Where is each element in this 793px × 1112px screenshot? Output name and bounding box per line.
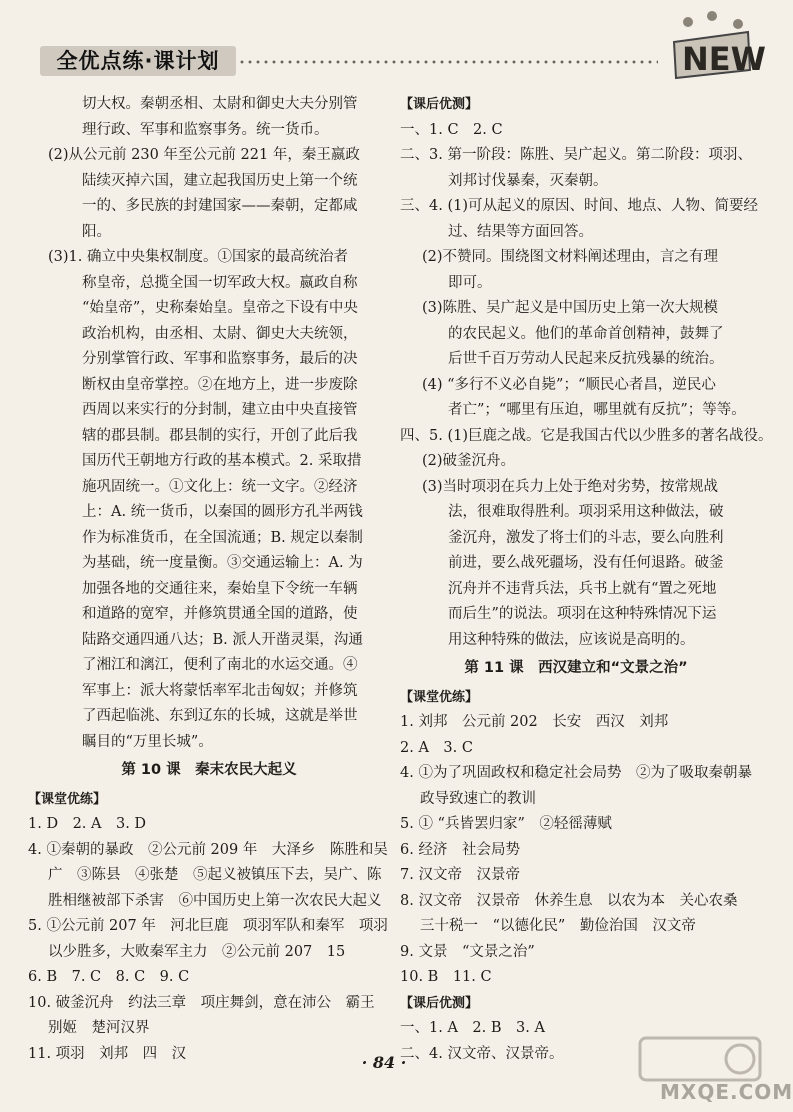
answer-line: 了西起临洮、东到辽东的长城，这就是举世 [82,708,358,724]
answer-line: 上：A. 统一货币，以秦国的圆形方孔半两钱 [82,504,363,520]
answer-line: 8. 汉文帝 汉景帝 休养生息 以农为本 关心农桑 [400,892,738,909]
answer-line: 釜沉舟，激发了将士们的斗志，要么向胜利 [448,529,724,546]
svg-text:NEW: NEW [682,40,766,78]
left-column [28,92,390,1067]
section-heading: 【课堂优练】 [28,791,107,807]
answer-line: 4. ①秦朝的暴政 ②公元前 209 年 大泽乡 陈胜和吴 [28,841,388,858]
answer-line: 法，很难取得胜利。项羽采用这种做法，破 [448,504,724,520]
answer-line: 11. 项羽 刘邦 四 汉 [28,1045,187,1062]
answer-line: 一的、多民族的封建国家——秦朝，定都咸 [82,198,358,214]
section-heading: 【课后优测】 [400,97,479,112]
answer-line: 别姬 楚河汉界 [48,1020,150,1036]
answer-line: 分别掌管行政、军事和监察事务，最后的决 [82,351,358,367]
series-brand: 全优点练·课计划 [40,46,236,76]
answer-line: 施巩固统一。①文化上：统一文字。②经济 [82,478,358,495]
answer-line: 广 ③陈县 ④张楚 ⑤起义被镇压下去，吴广、陈 [48,867,382,883]
answer-line: 者亡”；“哪里有压迫，哪里就有反抗”；等等。 [448,402,746,418]
answer-line: 和道路的宽窄，并修筑贯通全国的道路，使 [82,606,358,622]
answer-line: 的农民起义。他们的革命首创精神，鼓舞了 [448,325,724,342]
answer-line: 刘邦讨伐暴秦，灭秦朝。 [448,172,608,189]
answer-line: 1. D 2. A 3. D [28,816,147,832]
answer-line: 切大权。秦朝丞相、太尉和御史大夫分别管 [82,96,358,112]
answer-line: 瞩目的“万里长城”。 [82,733,213,750]
answer-line: 了湘江和漓江，便利了南北的水运交通。④ [82,657,358,673]
answer-line: 一、1. C 2. C [400,121,503,138]
answer-line: (3)当时项羽在兵力上处于绝对劣势，按常规战 [422,478,719,495]
answer-line: (3)1. 确立中央集权制度。①国家的最高统治者 [48,249,348,265]
answer-line: 5. ① “兵皆罢归家” ②轻徭薄赋 [400,816,612,832]
answer-line: 二、3. 第一阶段：陈胜、吴广起义。第二阶段：项羽、 [400,147,752,163]
answer-line: 加强各地的交通往来，秦始皇下令统一车辆 [82,580,358,597]
right-column [400,92,773,1067]
answer-line: (3)陈胜、吴广起义是中国历史上第一次大规模 [422,300,719,316]
answer-line: (2)从公元前 230 年至公元前 221 年，秦王嬴政 [48,147,360,163]
answer-line: 以少胜多，大败秦军主力 ②公元前 207 15 [48,943,346,960]
answer-line: 阳。 [82,223,111,240]
header-dotted-rule [238,60,658,64]
answer-line: 断权由皇帝掌控。②在地方上，进一步废除 [82,376,358,393]
answer-line: 5. ①公元前 207 年 河北巨鹿 项羽军队和秦军 项羽 [28,918,388,934]
answer-line: 三十税一 “以德化民” 勤俭治国 汉文帝 [420,918,696,934]
answer-line: 四、5. (1)巨鹿之战。它是我国古代以少胜多的著名战役。 [400,427,773,444]
answer-line: 过、结果等方面回答。 [448,223,593,240]
answer-line: 理行政、军事和监察事务。统一货币。 [82,121,329,138]
answer-line: 胜相继被部下杀害 ⑥中国历史上第一次农民大起义 [48,892,382,909]
answer-line: 西周以来实行的分封制，建立由中央直接管 [82,402,358,418]
answer-line: 国历代王朝地方行政的基本模式。2. 采取措 [82,453,362,469]
answer-line: 1. 刘邦 公元前 202 长安 西汉 刘邦 [400,714,669,730]
answer-line: 2. A 3. C [400,739,473,756]
answer-line: 6. B 7. C 8. C 9. C [28,969,190,985]
answer-line: 前进，要么战死疆场，没有任何退路。破釜 [448,555,724,571]
answer-line: “始皇帝”，史称秦始皇。皇帝之下设有中央 [82,300,358,316]
answer-line: 陆路交通四通八达；B. 派人开凿灵渠，沟通 [82,631,363,648]
answer-line: 10. 破釜沉舟 约法三章 项庄舞剑，意在沛公 霸王 [28,994,375,1011]
answer-line: 辖的郡县制。郡县制的实行，开创了此后我 [82,427,358,444]
answer-line: 而后生”的说法。项羽在这种特殊情况下运 [448,606,717,622]
section-heading: 【课后优测】 [400,995,479,1011]
answer-line: 政治机构，由丞相、太尉、御史大夫统领， [82,325,358,342]
answer-line: 4. ①为了巩固政权和稳定社会局势 ②为了吸取秦朝暴 [400,765,752,781]
answer-line: 用这种特殊的做法，应该说是高明的。 [448,631,695,648]
answer-line: (2)破釜沉舟。 [422,453,516,469]
new-logo-icon [668,8,766,88]
answer-line: 一、1. A 2. B 3. A [400,1020,545,1036]
answer-line: 10. B 11. C [400,969,492,985]
answer-line: 9. 文景 “文景之治” [400,943,535,960]
answer-line: 二、4. 汉文帝、汉景帝。 [400,1045,564,1062]
page-number: · 84 · [361,1053,407,1072]
answer-line: 称皇帝，总揽全国一切军政大权。嬴政自称 [82,274,358,291]
watermark-text: MXQE.COM [660,1080,793,1104]
answer-line: (2)不赞同。围绕图文材料阐述理由，言之有理 [422,249,719,265]
answer-line: 三、4. (1)可从起义的原因、时间、地点、人物、简要经 [400,198,758,214]
answer-line: 军事上：派大将蒙恬率军北击匈奴；并修筑 [82,682,358,699]
answer-line: 政导致速亡的教训 [420,790,536,807]
lesson-10-title: 第 10 课 秦末农民大起义 [121,762,297,778]
answer-line: 6. 经济 社会局势 [400,841,520,858]
answer-line: 沉舟并不违背兵法，兵书上就有“置之死地 [448,580,717,597]
page-header [0,0,768,92]
answer-line: 陆续灭掉六国，建立起我国历史上第一个统 [82,172,358,189]
answer-line: 为基础，统一度量衡。③交通运输上：A. 为 [82,555,363,571]
section-heading: 【课堂优练】 [400,689,479,705]
lesson-11-title: 第 11 课 西汉建立和“文景之治” [464,660,688,676]
answer-line: 后世千百万劳动人民起来反抗残暴的统治。 [448,351,724,367]
answer-line: (4) “多行不义必自毙”；“顺民心者昌，逆民心 [422,376,716,393]
answer-line: 7. 汉文帝 汉景帝 [400,867,520,883]
answer-line: 即可。 [448,274,492,291]
answer-line: 作为标准货币，在全国流通；B. 规定以秦制 [82,529,363,546]
